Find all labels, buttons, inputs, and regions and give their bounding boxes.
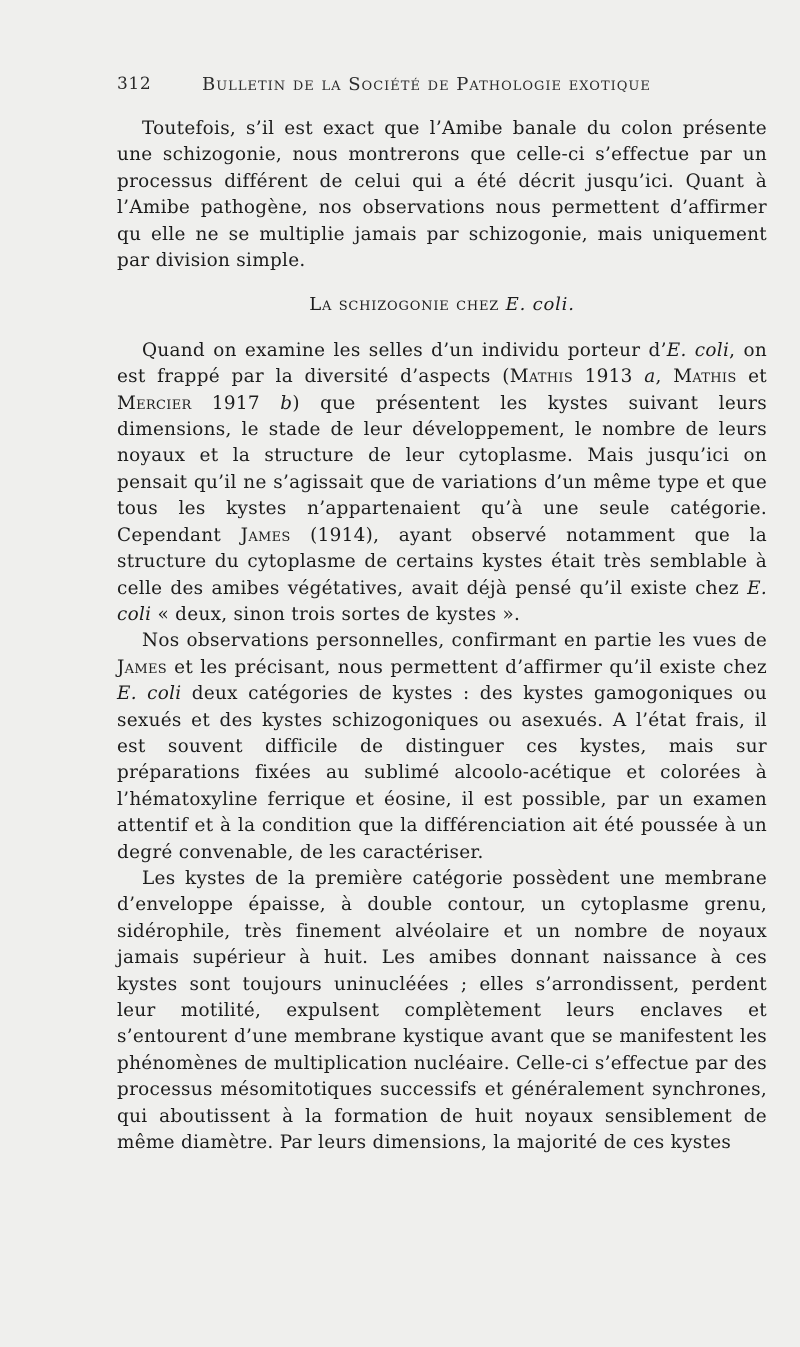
author-name: James [117,656,167,678]
author-name: Mathis [509,366,574,388]
species-name: E. coli [666,339,730,361]
paragraph-4 [117,866,767,1156]
author-name: James [240,524,291,546]
author-name: Mathis [673,366,737,388]
reference-letter: b [280,392,293,414]
body-text [117,116,767,1156]
paragraph-2-text: et [736,366,767,388]
journal-title: Bulletin de la Société de Pathologie exotique [202,74,651,95]
author-name: Mercier [117,392,192,414]
section-heading-text: La schizogonie chez [309,294,500,316]
paragraph-2-text: 1917 [191,392,281,414]
paragraph-2-text: ) que présentent les kystes suivant leurs dimensions, le stade de leur développement, le nombre de leurs noyaux et la structure de leur cytoplasme. Mais jusqu’ici on pensait qu’il ne s’agissait que de variations d’un même type et que tous les kystes n’appartenaient qu’à une seule catégorie. Cependant [117,392,768,546]
paragraph-4-text: Les kystes de la première catégorie possèdent une membrane d’enveloppe épaisse, à double contour, un cytoplasme grenu, sidérophile, très finement alvéolaire et un nombre de noyaux jamais supérieur à huit. Les amibes donnant naissance à ces kystes sont toujours uninucléées ; elles s’arrondissent, perdent leur motilité, expulsent complètement leurs enclaves et s’entourent d’une membrane kystique avant que se manifestent les phénomènes de multiplication nucléaire. Celle-ci s’effectue par des processus mésomitotiques successifs et généralement synchrones, qui aboutissent à la formation de huit noyaux sensiblement de même diamètre. Par leurs dimensions, la majorité de ces kystes [117,867,767,1154]
paragraph-2-text: 1913 [573,366,645,388]
species-name: E. coli [117,577,767,625]
running-head [117,74,767,104]
section-heading [117,292,767,318]
paragraph-3 [117,628,767,866]
paragraph-3-text: Nos observations personnelles, confirmant en partie les vues de [142,630,767,652]
paragraph-2-text: (1914), ayant observé notamment que la structure du cytoplasme de certains kystes était très semblable à celle des amibes végétatives, avait déjà pensé qu’il existe chez [117,524,768,599]
page-number: 312 [117,74,152,94]
paragraph-2-text: Quand on examine les selles d’un individu porteur d’ [142,339,667,361]
section-heading-species: E. coli. [505,294,575,316]
reference-letter: a [644,366,656,388]
paragraph-3-text: et les précisant, nous permettent d’affirmer qu’il existe chez [166,656,767,678]
paragraph-2-text: « deux, sinon trois sortes de kystes ». [151,603,521,625]
species-name: E. coli [117,683,182,705]
paragraph-2 [117,338,767,628]
paragraph-3-text: deux catégories de kystes : des kystes gamogoniques ou sexués et des kystes schizogoniques ou asexués. A l’état frais, il est souvent difficile de distinguer ces kystes, mais sur préparations fixées au sublimé alcoolo-acétique et colorées à l’hématoxyline ferrique et éosine, il est possible, par un examen attentif et à la condition que la différenciation ait été poussée à un degré convenable, de les caractériser. [117,683,767,863]
paragraph-2-text: , on est frappé par la diversité d’aspects ( [117,339,768,388]
paragraph-1 [117,116,767,274]
paragraph-2-text: , [655,366,674,388]
paragraph-1-text: Toutefois, s’il est exact que l’Amibe banale du colon présente une schizogonie, nous montrerons que celle-ci s’effectue par un processus différent de celui qui a été décrit jusqu’ici. Quant à l’Amibe pathogène, nos observations nous permettent d’affirmer qu elle ne se multiplie jamais par schizogonie, mais uniquement par division simple. [117,118,767,272]
